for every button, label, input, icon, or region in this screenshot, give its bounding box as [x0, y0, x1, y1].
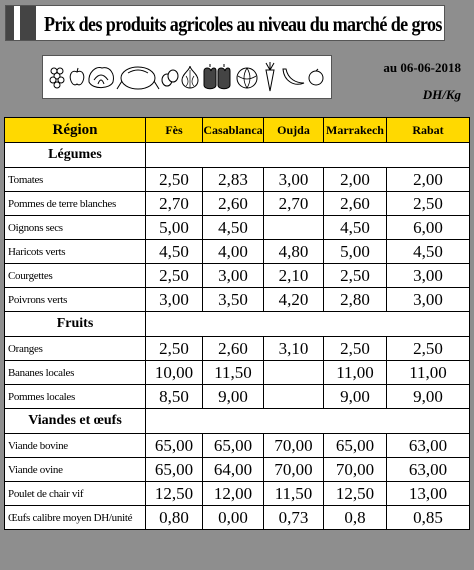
- price-cell: 9,00: [203, 385, 264, 409]
- price-cell: 12,00: [203, 482, 264, 506]
- price-cell: 70,00: [324, 458, 387, 482]
- carrot-icon: [260, 62, 280, 92]
- price-cell: 2,50: [324, 337, 387, 361]
- page-title: Prix des produits agricoles au niveau du marché de gros: [44, 12, 442, 36]
- price-cell: 4,50: [387, 240, 470, 264]
- price-cell: 2,80: [324, 288, 387, 312]
- section-label: Légumes: [5, 143, 146, 168]
- price-table-body: [5, 143, 470, 530]
- price-cell: 4,20: [264, 288, 324, 312]
- orange-icon: [307, 68, 325, 86]
- table-row: [5, 482, 470, 506]
- product-name: Pommes de terre blanches: [5, 192, 146, 216]
- price-cell: 11,50: [203, 361, 264, 385]
- product-name: Viande bovine: [5, 434, 146, 458]
- price-cell: 2,60: [203, 192, 264, 216]
- price-cell: 2,50: [146, 337, 203, 361]
- price-cell: 2,60: [324, 192, 387, 216]
- price-cell: [264, 385, 324, 409]
- price-cell: 4,00: [203, 240, 264, 264]
- product-name: Pommes locales: [5, 385, 146, 409]
- price-cell: 0,00: [203, 506, 264, 530]
- price-cell: 5,00: [324, 240, 387, 264]
- price-cell: 2,50: [387, 337, 470, 361]
- grapes-icon: [49, 63, 67, 91]
- price-cell: 10,00: [146, 361, 203, 385]
- price-cell: 0,8: [324, 506, 387, 530]
- price-table: [4, 117, 470, 530]
- price-cell: 2,70: [146, 192, 203, 216]
- price-cell: 12,50: [324, 482, 387, 506]
- product-name: Haricots verts: [5, 240, 146, 264]
- price-cell: 4,80: [264, 240, 324, 264]
- price-cell: 0,85: [387, 506, 470, 530]
- price-cell: 8,50: [146, 385, 203, 409]
- title-decor-stripe: [14, 6, 20, 40]
- product-name: Courgettes: [5, 264, 146, 288]
- section-spacer: [146, 143, 470, 168]
- table-row: [5, 192, 470, 216]
- price-cell: 63,00: [387, 434, 470, 458]
- price-cell: 5,00: [146, 216, 203, 240]
- lettuce-icon: [86, 62, 116, 92]
- header-city-marrakech: Marrakech: [324, 118, 387, 143]
- table-row: [5, 288, 470, 312]
- price-cell: 9,00: [324, 385, 387, 409]
- section-header-row: [5, 312, 470, 337]
- price-cell: [264, 216, 324, 240]
- section-spacer: [146, 409, 470, 434]
- pepper-icon: [201, 63, 233, 91]
- price-cell: 2,70: [264, 192, 324, 216]
- price-cell: 2,10: [264, 264, 324, 288]
- price-cell: 11,00: [387, 361, 470, 385]
- eggs-icon: [161, 66, 179, 88]
- price-cell: 3,00: [264, 168, 324, 192]
- section-header-row: [5, 409, 470, 434]
- header-city-fes: Fès: [146, 118, 203, 143]
- price-cell: 2,60: [203, 337, 264, 361]
- table-row: [5, 385, 470, 409]
- price-cell: 0,73: [264, 506, 324, 530]
- produce-illustration: [42, 55, 332, 99]
- price-cell: 65,00: [146, 458, 203, 482]
- price-cell: 65,00: [146, 434, 203, 458]
- price-cell: 6,00: [387, 216, 470, 240]
- table-row: [5, 337, 470, 361]
- price-cell: 64,00: [203, 458, 264, 482]
- price-cell: 70,00: [264, 434, 324, 458]
- price-cell: 4,50: [146, 240, 203, 264]
- table-row: [5, 361, 470, 385]
- price-cell: 9,00: [387, 385, 470, 409]
- date-label: au 06-06-2018: [383, 60, 461, 75]
- title-decor-bar: [6, 6, 39, 40]
- price-cell: 13,00: [387, 482, 470, 506]
- price-cell: 2,50: [146, 264, 203, 288]
- price-cell: 3,00: [203, 264, 264, 288]
- table-row: [5, 240, 470, 264]
- table-row: [5, 264, 470, 288]
- section-label: Fruits: [5, 312, 146, 337]
- header-region: Région: [5, 118, 146, 143]
- product-name: Viande ovine: [5, 458, 146, 482]
- header-city-oujda: Oujda: [264, 118, 324, 143]
- price-cell: 3,50: [203, 288, 264, 312]
- price-cell: 4,50: [203, 216, 264, 240]
- price-cell: 63,00: [387, 458, 470, 482]
- table-row: [5, 168, 470, 192]
- header-city-rabat: Rabat: [387, 118, 470, 143]
- price-cell: 11,00: [324, 361, 387, 385]
- section-header-row: [5, 143, 470, 168]
- unit-label: DH/Kg: [422, 87, 461, 102]
- section-label: Viandes et œufs: [5, 409, 146, 434]
- table-row: [5, 506, 470, 530]
- price-cell: 65,00: [324, 434, 387, 458]
- onion-icon: [179, 64, 201, 90]
- table-row: [5, 434, 470, 458]
- product-name: Bananes locales: [5, 361, 146, 385]
- price-cell: 70,00: [264, 458, 324, 482]
- section-spacer: [146, 312, 470, 337]
- price-cell: 2,50: [387, 192, 470, 216]
- price-cell: 65,00: [203, 434, 264, 458]
- product-name: Poulet de chair vif: [5, 482, 146, 506]
- apple-icon: [68, 67, 86, 87]
- product-name: Oranges: [5, 337, 146, 361]
- price-cell: [264, 361, 324, 385]
- header-city-casablanca: Casablanca: [203, 118, 264, 143]
- price-cell: 3,00: [387, 264, 470, 288]
- price-cell: 2,83: [203, 168, 264, 192]
- chicken-icon: [116, 61, 160, 93]
- price-cell: 2,00: [387, 168, 470, 192]
- product-name: Poivrons verts: [5, 288, 146, 312]
- price-cell: 3,10: [264, 337, 324, 361]
- price-cell: 0,80: [146, 506, 203, 530]
- price-cell: 11,50: [264, 482, 324, 506]
- title-banner: [5, 5, 445, 41]
- price-cell: 3,00: [387, 288, 470, 312]
- price-cell: 4,50: [324, 216, 387, 240]
- cabbage-icon: [234, 64, 260, 90]
- product-name: Tomates: [5, 168, 146, 192]
- header-row: [5, 118, 470, 143]
- price-cell: 2,50: [146, 168, 203, 192]
- table-row: [5, 458, 470, 482]
- banana-icon: [280, 65, 306, 89]
- table-row: [5, 216, 470, 240]
- price-cell: 2,00: [324, 168, 387, 192]
- price-cell: 12,50: [146, 482, 203, 506]
- price-cell: 3,00: [146, 288, 203, 312]
- price-cell: 2,50: [324, 264, 387, 288]
- product-name: Œufs calibre moyen DH/unité: [5, 506, 146, 530]
- product-name: Oignons secs: [5, 216, 146, 240]
